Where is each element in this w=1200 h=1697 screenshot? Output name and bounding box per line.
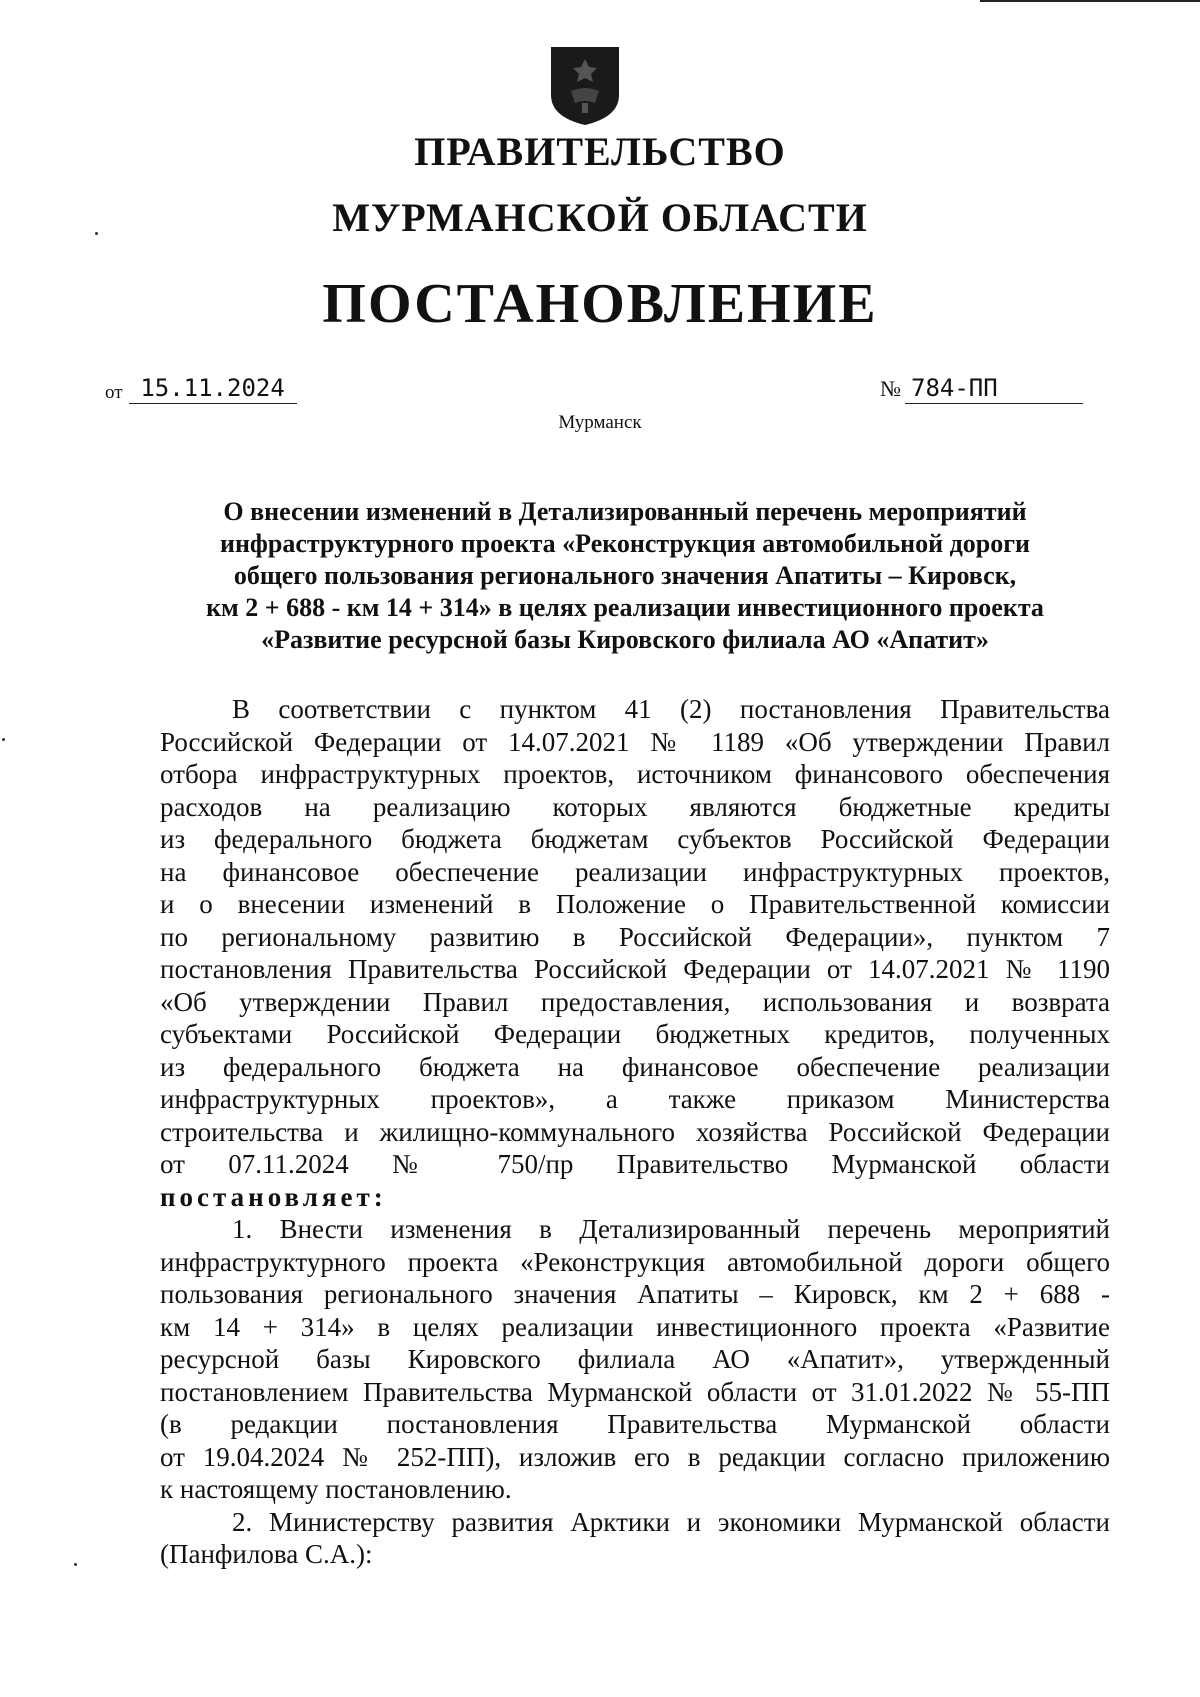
body-line: 1. Внести изменения в Детализированный перечень мероприятий (232, 1214, 1110, 1244)
margin-speck (2, 738, 5, 741)
body-line: пользования регионального значения Апатиты – Кировск, км 2 + 688 - (160, 1279, 1110, 1309)
top-edge-rule (980, 0, 1200, 2)
title-line: км 2 + 688 - км 14 + 314» в целях реализации инвестиционного проекта (206, 593, 1044, 622)
date-prefix: от (105, 382, 123, 403)
title-line: общего пользования регионального значения Апатиты – Кировск, (233, 561, 1017, 590)
body-line: км 14 + 314» в целях реализации инвестиционного проекта «Развитие (160, 1311, 1110, 1342)
body-line: из федерального бюджета бюджетам субъектов Российской Федерации (160, 824, 1110, 854)
number-field (880, 374, 1083, 404)
document-body (160, 693, 1110, 1571)
document-title (160, 496, 1090, 656)
body-line: субъектами Российской Федерации бюджетных кредитов, полученных (160, 1019, 1110, 1049)
body-line: (в редакции постановления Правительства Мурманской области (160, 1409, 1110, 1439)
resolution-word: постановляет: (160, 1181, 387, 1212)
body-line: от 19.04.2024 № 252-ПП), изложив его в редакции согласно приложению (160, 1441, 1110, 1472)
document-date: 15.11.2024 (129, 374, 297, 404)
body-line: от 07.11.2024 № 750/пр Правительство Мурманской области (160, 1149, 1110, 1179)
body-line: отбора инфраструктурных проектов, источником финансового обеспечения (160, 759, 1110, 789)
title-line: О внесении изменений в Детализированный перечень мероприятий (223, 497, 1027, 526)
body-line: и о внесении изменений в Положение о Правительственной комиссии (160, 889, 1110, 919)
body-line: строительства и жилищно-коммунального хозяйства Российской Федерации (160, 1116, 1110, 1147)
body-line: расходов на реализацию которых являются бюджетные кредиты (160, 791, 1110, 822)
margin-speck (74, 1563, 77, 1566)
title-line: «Развитие ресурсной базы Кировского филиала АО «Апатит» (261, 625, 989, 654)
body-line: В соответствии с пунктом 41 (2) постановления Правительства (232, 694, 1110, 724)
body-line: к настоящему постановлению. (160, 1474, 512, 1504)
body-line: Российской Федерации от 14.07.2021 № 1189 «Об утверждении Правил (160, 726, 1110, 757)
body-line: по региональному развитию в Российской Федерации», пунктом 7 (160, 921, 1110, 952)
body-line: (Панфилова С.А.): (160, 1539, 373, 1569)
government-name-line2: МУРМАНСКОЙ ОБЛАСТИ (332, 195, 868, 240)
body-line: постановления Правительства Российской Федерации от 14.07.2021 № 1190 (160, 954, 1110, 984)
city-name: Мурманск (558, 412, 642, 433)
number-prefix: № (880, 376, 901, 401)
document-type: ПОСТАНОВЛЕНИЕ (322, 273, 878, 335)
body-line: инфраструктурных проектов», а также приказом Министерства (160, 1084, 1110, 1114)
body-line: ресурсной базы Кировского филиала АО «Апатит», утвержденный (160, 1344, 1110, 1374)
body-line: из федерального бюджета на финансовое обеспечение реализации (160, 1051, 1110, 1082)
coat-of-arms-icon (549, 45, 621, 127)
body-line: на финансовое обеспечение реализации инфраструктурных проектов, (160, 856, 1110, 887)
body-line: «Об утверждении Правил предоставления, использования и возврата (160, 986, 1110, 1017)
government-name-line1: ПРАВИТЕЛЬСТВО (414, 129, 786, 174)
body-line: постановлением Правительства Мурманской области от 31.01.2022 № 55-ПП (160, 1376, 1110, 1407)
body-line: инфраструктурного проекта «Реконструкция автомобильной дороги общего (160, 1246, 1110, 1277)
date-field (105, 374, 297, 404)
title-line: инфраструктурного проекта «Реконструкция автомобильной дороги (219, 529, 1031, 558)
document-number: 784-ПП (905, 374, 1083, 404)
body-line: 2. Министерству развития Арктики и экономики Мурманской области (232, 1506, 1110, 1537)
